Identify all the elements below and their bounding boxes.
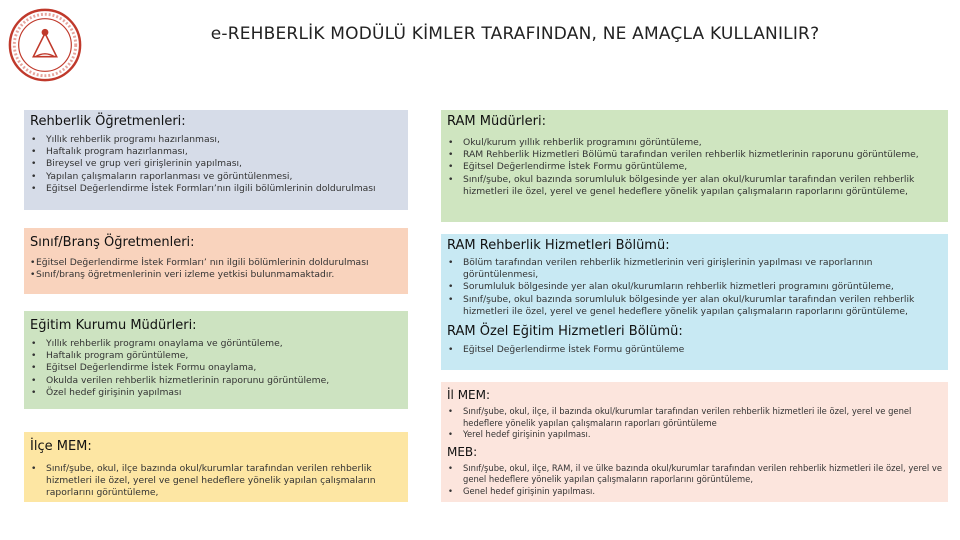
ilce-list: [30, 463, 402, 500]
list-item: • Yapılan çalışmaların raporlanması ve görüntülenmesi,: [46, 171, 402, 183]
list-item: • Bölüm tarafından verilen rehberlik hizmetlerinin veri girişlerinin yapılması ve raporlarının görüntülenmesi,: [463, 257, 942, 281]
list-item: • Eğitsel Değerlendirme İstek Formu görüntüleme: [463, 344, 942, 356]
brans-box: [24, 228, 408, 294]
list-item: • Sınıf/şube, okul bazında sorumluluk bölgesinde yer alan okul/kurumlar tarafından verilen rehberlik hizmetleri ile özel, yerel ve genel hedeflere yönelik yapılan çalışmaların raporlarını görüntüleme,: [463, 174, 942, 198]
kurum-box: [24, 311, 408, 409]
ram-mudur-list: [447, 137, 942, 198]
il-list: [447, 406, 942, 441]
kurum-list: [30, 338, 402, 399]
list-item: • Yıllık rehberlik programı hazırlanması,: [46, 134, 402, 146]
kurum-title: Eğitim Kurumu Müdürleri:: [30, 318, 197, 333]
list-item: • Sınıf/şube, okul, ilçe, RAM, il ve ülke bazında okul/kurumlar tarafından verilen rehberlik hizmetleri ile özel, yerel ve genel hedeflere yönelik yapılan çalışmaların raporlarını görüntüleme,: [463, 463, 942, 486]
meb-title: MEB:: [447, 444, 478, 459]
ram-mudur-box: [441, 110, 948, 222]
list-item: • Eğitsel Değerlendirme İstek Formu görüntüleme,: [463, 161, 942, 173]
ram-ozel-title: RAM Özel Eğitim Hizmetleri Bölümü:: [447, 324, 683, 340]
list-item: • Yıllık rehberlik programı onaylama ve görüntüleme,: [46, 338, 402, 350]
ram-rehberlik-list: [447, 257, 942, 318]
brans-list: [30, 257, 402, 281]
page-title: e-REHBERLİK MODÜLÜ KİMLER TARAFINDAN, NE AMAÇLA KULLANILIR?: [210, 24, 820, 44]
il-meb-box: [441, 382, 948, 502]
ogretmenler-list: [30, 134, 402, 195]
ram-rehberlik-box: [441, 234, 948, 370]
brans-title: Sınıf/Branş Öğretmenleri:: [30, 235, 195, 250]
list-item: • Haftalık program hazırlanması,: [46, 146, 402, 158]
ogretmenler-title: Rehberlik Öğretmenleri:: [30, 114, 186, 129]
list-item: • Eğitsel Değerlendirme İstek Formu onaylama,: [46, 362, 402, 374]
list-item: • Haftalık program görüntüleme,: [46, 350, 402, 362]
list-item: • Sınıf/şube, okul, ilçe, il bazında okul/kurumlar tarafından verilen rehberlik hizmetleri ile özel, yerel ve genel hedeflere yönelik yapılan çalışmaların raporları görüntüleme: [463, 406, 942, 429]
list-item: • Okulda verilen rehberlik hizmetlerinin raporunu görüntüleme,: [46, 375, 402, 387]
list-item: • Sınıf/şube, okul, ilçe bazında okul/kurumlar tarafından verilen rehberlik hizmetleri ile özel, yerel ve genel hedeflere yönelik yapılan çalışmaların raporlarını görüntüleme,: [46, 463, 402, 500]
list-item: • Sınıf/şube, okul bazında sorumluluk bölgesinde yer alan okul/kurumlar tarafından verilen rehberlik hizmetleri ile özel, yerel ve genel hedeflere yönelik yapılan çalışmaların raporlarını görüntüleme,: [463, 294, 942, 318]
ilce-title: İlçe MEM:: [30, 439, 92, 454]
list-item: • Genel hedef girişinin yapılması.: [463, 486, 942, 498]
list-item: • Sorumluluk bölgesinde yer alan okul/kurumların rehberlik hizmetleri programını görüntüleme,: [463, 281, 942, 293]
list-item: • Sınıf/branş öğretmenlerinin veri izleme yetkisi bulunmamaktadır.: [30, 269, 402, 281]
list-item: • Okul/kurum yıllık rehberlik programını görüntüleme,: [463, 137, 942, 149]
list-item: • Eğitsel Değerlendirme İstek Formları’nın ilgili bölümlerinin doldurulması: [46, 183, 402, 195]
ministry-seal-icon: [6, 6, 84, 84]
ogretmenler-box: [24, 110, 408, 210]
ram-ozel-list: [447, 344, 942, 356]
ilce-box: [24, 432, 408, 502]
ram-mudur-title: RAM Müdürleri:: [447, 114, 546, 129]
list-item: • RAM Rehberlik Hizmetleri Bölümü tarafından verilen rehberlik hizmetlerinin raporunu görüntüleme,: [463, 149, 942, 161]
list-item: • Yerel hedef girişinin yapılması.: [463, 429, 942, 441]
list-item: • Özel hedef girişinin yapılması: [46, 387, 402, 399]
il-title: İl MEM:: [447, 388, 491, 402]
list-item: • Eğitsel Değerlendirme İstek Formları’ nın ilgili bölümlerinin doldurulması: [30, 257, 402, 269]
ram-rehberlik-title: RAM Rehberlik Hizmetleri Bölümü:: [447, 238, 670, 253]
list-item: • Bireysel ve grup veri girişlerinin yapılması,: [46, 158, 402, 170]
meb-list: [447, 463, 942, 498]
